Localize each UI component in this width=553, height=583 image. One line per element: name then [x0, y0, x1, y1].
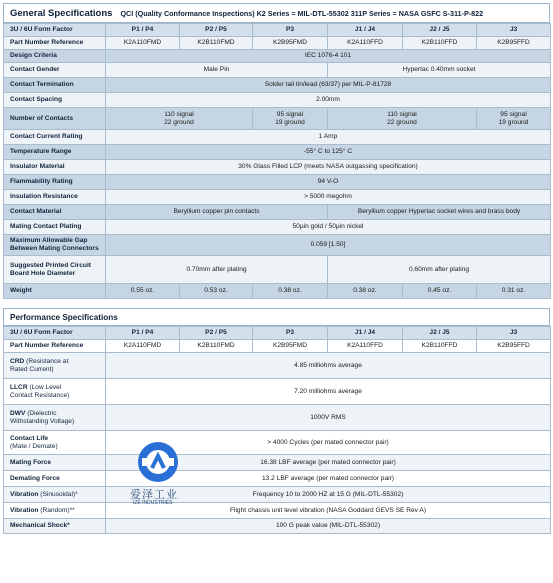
table-row	[4, 353, 551, 379]
ground-count: 22 ground	[164, 118, 194, 126]
column-header: P1 / P4	[106, 24, 180, 37]
contact-count-cell	[328, 108, 477, 130]
table-row	[4, 284, 551, 299]
row-label	[4, 256, 106, 284]
table-row	[4, 519, 551, 534]
mechanical-shock-value: 100 G peak value (MIL-DTL-55302)	[106, 519, 551, 534]
signal-count: 110 signal	[387, 110, 417, 118]
form-factor-label: 3U / 6U Form Factor	[4, 24, 106, 37]
table-row	[4, 235, 551, 256]
demating-force-value: 13.2 LBF average (per mated connector pair)	[106, 471, 551, 487]
general-spec-subtitle: QCI (Quality Conformance Inspections) K2 Series = MIL-DTL-55302 311P Series = NASA GSFC S-311-P-822	[120, 8, 484, 18]
part-number: K2B95FFD	[477, 37, 551, 50]
table-row	[4, 340, 551, 353]
row-label: Weight	[4, 284, 106, 299]
row-label: Part Number Reference	[4, 37, 106, 50]
mating-force-value: 16.38 LBF average (per mated connector pair)	[106, 455, 551, 471]
row-label: Contact Termination	[4, 78, 106, 93]
row-label	[4, 487, 106, 503]
part-number: K2A110FMD	[106, 340, 180, 353]
contact-count-cell	[477, 108, 551, 130]
row-label: Mechanical Shock*	[4, 519, 106, 534]
contact-material-male: Beryllium copper pin contacts	[106, 205, 328, 220]
part-number: K2B110FFD	[403, 340, 477, 353]
table-row	[4, 405, 551, 431]
part-number: K2B95FMD	[253, 340, 328, 353]
row-label: Design Criteria	[4, 50, 106, 63]
table-row	[4, 63, 551, 78]
row-label	[4, 353, 106, 379]
column-header: J1 / J4	[328, 327, 403, 340]
table-row	[4, 503, 551, 519]
part-number: K2B95FFD	[477, 340, 551, 353]
row-label-note: (Resistance at	[24, 357, 69, 365]
contact-life-value: > 4000 Cycles (per mated connector pair)	[106, 431, 551, 455]
column-header: P1 / P4	[106, 327, 180, 340]
table-row	[4, 487, 551, 503]
row-label-note: (Low Level	[27, 383, 62, 391]
row-label: Insulation Resistance	[4, 190, 106, 205]
table-row	[4, 50, 551, 63]
row-label-note: Contact Resistance)	[10, 391, 70, 399]
row-label: Contact Current Rating	[4, 130, 106, 145]
contact-termination-value: Solder tail tin/lead (63/37) per MIL-P-81728	[106, 78, 551, 93]
column-header: P2 / P5	[180, 327, 253, 340]
temp-range-value: -55° C to 125° C	[106, 145, 551, 160]
row-label-main: Contact Life	[10, 434, 49, 442]
row-label-note: Rated Current)	[10, 365, 54, 373]
row-label: Mating Contact Plating	[4, 220, 106, 235]
contact-gender-female: Hypertac 0.40mm socket	[328, 63, 551, 78]
contact-count-cell	[253, 108, 328, 130]
flammability-value: 94 V-O	[106, 175, 551, 190]
row-label: Mating Force	[4, 455, 106, 471]
contact-material-female: Beryllium copper Hypertac socket wires and brass body	[328, 205, 551, 220]
row-label-note: (Random)**	[38, 506, 75, 514]
row-label-main: CRD	[10, 357, 25, 365]
contact-spacing-value: 2.00mm	[106, 93, 551, 108]
row-label: Temperature Range	[4, 145, 106, 160]
weight-value: 0.55 oz.	[106, 284, 180, 299]
ground-count: 19 ground	[498, 118, 529, 126]
column-header: P3	[253, 327, 328, 340]
row-label: Contact Gender	[4, 63, 106, 78]
weight-value: 0.38 oz.	[328, 284, 403, 299]
insulation-resistance-value: > 5000 megohm	[106, 190, 551, 205]
ground-count: 22 ground	[387, 118, 417, 126]
weight-value: 0.45 oz.	[403, 284, 477, 299]
row-label	[4, 503, 106, 519]
table-row	[4, 145, 551, 160]
signal-count: 110 signal	[164, 110, 194, 118]
table-row	[4, 379, 551, 405]
column-header: P3	[253, 24, 328, 37]
performance-spec-title: Performance Specifications	[10, 312, 118, 322]
max-gap-value: 0.059 [1.50]	[106, 235, 551, 256]
general-spec-header	[3, 3, 550, 23]
row-label-line: Between Mating Connectors	[10, 245, 99, 252]
weight-value: 0.31 oz.	[477, 284, 551, 299]
row-label-main: LLCR	[10, 383, 28, 391]
row-label	[4, 379, 106, 405]
part-number: K2A110FFD	[328, 37, 403, 50]
column-header: J3	[477, 327, 551, 340]
row-label-note: (Sinusoidal)*	[38, 490, 78, 498]
row-label: Insulator Material	[4, 160, 106, 175]
row-label: Flammability Rating	[4, 175, 106, 190]
row-label: Contact Material	[4, 205, 106, 220]
table-row	[4, 220, 551, 235]
crd-value: 4.85 milliohms average	[106, 353, 551, 379]
row-label-note: Withstanding Voltage)	[10, 417, 75, 425]
dwv-value: 1000V RMS	[106, 405, 551, 431]
row-label	[4, 235, 106, 256]
table-row	[4, 175, 551, 190]
column-header: J2 / J5	[403, 327, 477, 340]
table-row	[4, 78, 551, 93]
part-number: K2B110FMD	[180, 340, 253, 353]
table-row	[4, 190, 551, 205]
row-label: Part Number Reference	[4, 340, 106, 353]
table-row	[4, 327, 551, 340]
row-label-note: (Dielectric	[25, 409, 57, 417]
table-row	[4, 108, 551, 130]
signal-count: 95 signal	[276, 110, 304, 118]
column-header: J3	[477, 24, 551, 37]
mating-plating-value: 50µin gold / 50µin nickel	[106, 220, 551, 235]
table-row	[4, 37, 551, 50]
contact-count-cell	[106, 108, 253, 130]
table-row	[4, 130, 551, 145]
row-label	[4, 405, 106, 431]
insulator-value: 30% Glass Filled LCP (meets NASA outgassing specification)	[106, 160, 551, 175]
table-row	[4, 205, 551, 220]
row-label-line: Maximum Allowable Gap	[10, 237, 88, 245]
row-label: Demating Force	[4, 471, 106, 487]
weight-value: 0.53 oz.	[180, 284, 253, 299]
performance-spec-table	[3, 326, 551, 534]
logo-english-text: IZE INDUSTRIES	[133, 500, 173, 506]
table-row	[4, 93, 551, 108]
llcr-value: 7.20 milliohms average	[106, 379, 551, 405]
table-row	[4, 24, 551, 37]
spec-sheet	[3, 3, 550, 534]
logo-chinese-text: 爱泽工业	[130, 488, 178, 501]
row-label-line: Board Hole Diameter	[10, 269, 76, 277]
row-label	[4, 431, 106, 455]
current-rating-value: 1 Amp	[106, 130, 551, 145]
row-label-note: (Mate / Demate)	[10, 442, 58, 450]
performance-spec-header	[3, 308, 550, 326]
column-header: J2 / J5	[403, 24, 477, 37]
row-label-main: Vibration	[10, 506, 39, 514]
row-label-main: DWV	[10, 409, 26, 417]
part-number: K2B110FMD	[180, 37, 253, 50]
column-header: P2 / P5	[180, 24, 253, 37]
table-row	[4, 160, 551, 175]
form-factor-label: 3U / 6U Form Factor	[4, 327, 106, 340]
part-number: K2A110FFD	[328, 340, 403, 353]
part-number: K2B95FMD	[253, 37, 328, 50]
table-row	[4, 455, 551, 471]
table-row	[4, 471, 551, 487]
part-number: K2A110FMD	[106, 37, 180, 50]
contact-gender-male: Male Pin	[106, 63, 328, 78]
row-label: Contact Spacing	[4, 93, 106, 108]
row-label-line: Suggested Printed Circuit	[10, 261, 91, 269]
weight-value: 0.38 oz.	[253, 284, 328, 299]
part-number: K2B110FFD	[403, 37, 477, 50]
vibration-random-value: Flight chassis unit level vibration (NASA Goddard GEVS SE Rev A)	[106, 503, 551, 519]
signal-count: 95 signal	[500, 110, 527, 118]
column-header: J1 / J4	[328, 24, 403, 37]
pcb-hole-female: 0.60mm after plating	[328, 256, 551, 284]
row-label-main: Vibration	[10, 490, 39, 498]
vibration-sinusoidal-value: Frequency 10 to 2000 HZ at 15 G (MIL-DTL-55302)	[106, 487, 551, 503]
general-spec-title: General Specifications	[10, 7, 113, 19]
ground-count: 19 ground	[275, 118, 305, 126]
row-label: Number of Contacts	[4, 108, 106, 130]
pcb-hole-male: 0.70mm after plating	[106, 256, 328, 284]
general-spec-table	[3, 23, 551, 299]
table-row	[4, 431, 551, 455]
table-row	[4, 256, 551, 284]
design-criteria-value: IEC 1076-4 101	[106, 50, 551, 63]
